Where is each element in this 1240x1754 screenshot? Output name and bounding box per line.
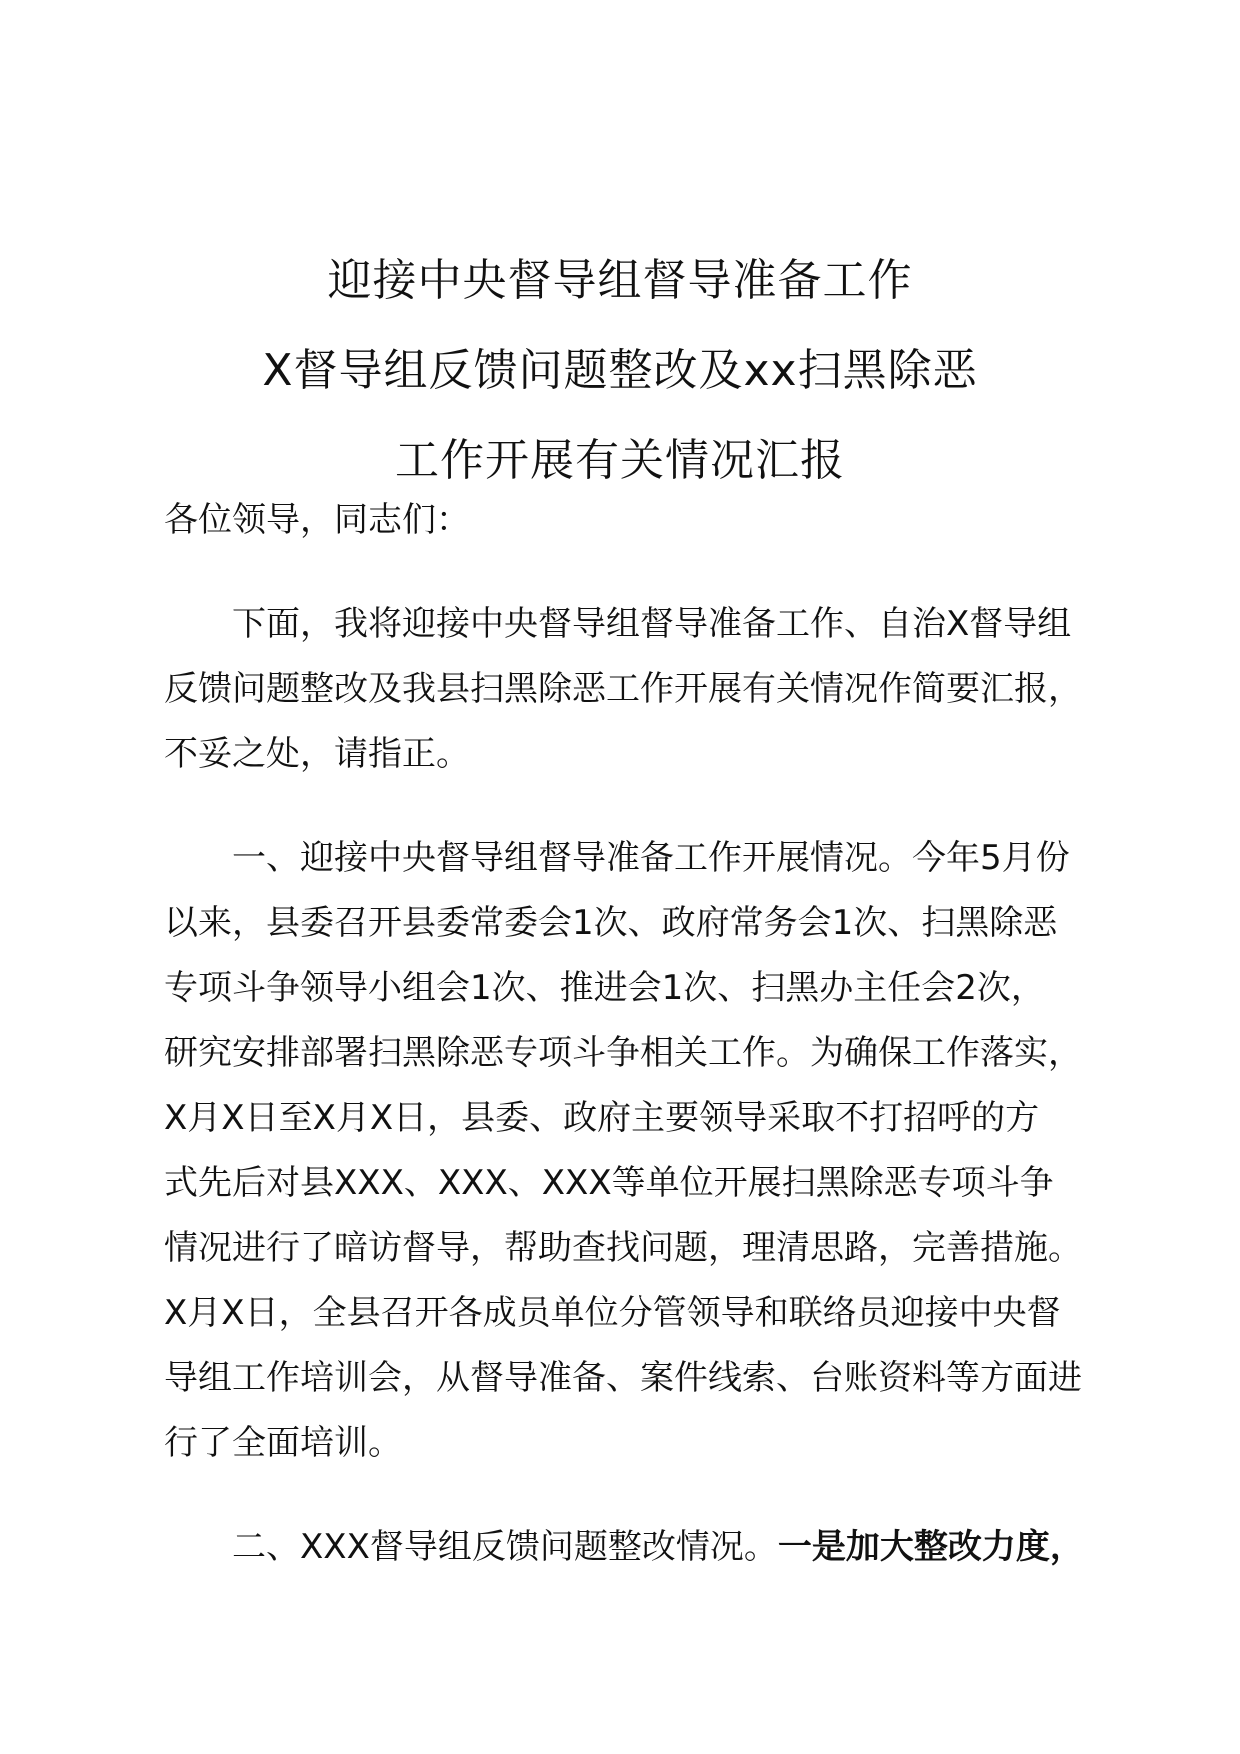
section-1-line-9: 导组工作培训会，从督导准备、案件线索、台账资料等方面进 <box>164 1358 1082 1398</box>
title-line-1: 迎接中央督导组督导准备工作 <box>327 255 913 306</box>
section-1-line-4: 研究安排部署扫黑除恶专项斗争相关工作。为确保工作落实， <box>164 1033 1082 1073</box>
intro-line-3: 不妥之处，请指正。 <box>164 734 470 774</box>
section-1-line-7: 情况进行了暗访督导，帮助查找问题，理清思路，完善措施。 <box>164 1228 1082 1268</box>
paragraph-gap <box>164 787 1110 826</box>
section-1-line-10: 行了全面培训。 <box>164 1423 402 1463</box>
section-1-paragraph <box>164 826 1110 1476</box>
section-2-bold-lead: 一是加大整改力度， <box>777 1527 1084 1567</box>
section-1-line-3: 专项斗争领导小组会1次、推进会1次、扫黑办主任会2次， <box>164 968 1045 1008</box>
salutation: 各位领导，同志们： <box>164 500 470 540</box>
title-line-2: X督导组反馈问题整改及xx扫黑除恶 <box>262 345 978 396</box>
title-line-3: 工作开展有关情况汇报 <box>395 435 845 486</box>
document-body <box>164 488 1110 1580</box>
section-1-line-2: 以来，县委召开县委常委会1次、政府常务会1次、扫黑除恶 <box>164 903 1058 943</box>
intro-paragraph <box>164 592 1110 787</box>
intro-line-1: 下面，我将迎接中央督导组督导准备工作、自治X督导组 <box>232 604 1072 644</box>
section-1-line-1: 一、迎接中央督导组督导准备工作开展情况。今年5月份 <box>232 838 1070 878</box>
section-1-line-5: X月X日至X月X日，县委、政府主要领导采取不打招呼的方 <box>164 1098 1040 1138</box>
document-title <box>0 236 1240 506</box>
paragraph-gap <box>164 1476 1110 1515</box>
section-1-line-8: X月X日，全县召开各成员单位分管领导和联络员迎接中央督 <box>164 1293 1061 1333</box>
section-1-line-6: 式先后对县XXX、XXX、XXX等单位开展扫黑除恶专项斗争 <box>164 1163 1054 1203</box>
section-2-heading: 二、XXX督导组反馈问题整改情况。 <box>232 1527 778 1567</box>
section-2-line-1 <box>164 1515 1110 1580</box>
intro-line-2: 反馈问题整改及我县扫黑除恶工作开展有关情况作简要汇报， <box>164 669 1082 709</box>
section-2-paragraph <box>164 1515 1110 1580</box>
